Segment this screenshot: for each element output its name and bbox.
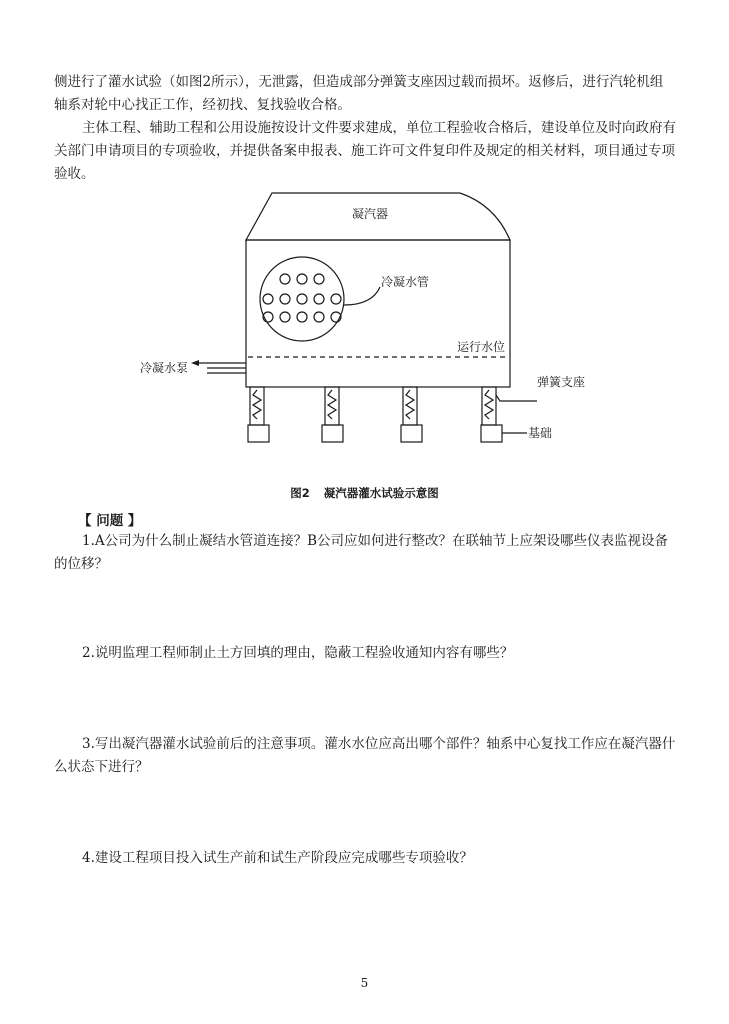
- figure-number: 图2: [290, 486, 310, 500]
- paragraph-2: 主体工程、辅助工程和公用设施按设计文件要求建成，单位工程验收合格后，建设单位及时向政府有关部门申请项目的专项验收，并提供备案申报表、施工许可文件复印件及规定的相关材料，项目通过专项验收。: [54, 120, 676, 182]
- pipes-leader: [344, 287, 380, 305]
- spring-support-3: [401, 387, 422, 442]
- label-spring-support: 弹簧支座: [537, 375, 586, 389]
- pump-arrow: [191, 360, 199, 366]
- label-condenser: 凝汽器: [352, 207, 389, 221]
- pipe-circles: [263, 274, 341, 322]
- paragraph-1: 侧进行了灌水试验（如图2所示），无泄露，但造成部分弹簧支座因过载而损坏。返修后，进行汽轮机组轴系对轮中心找正工作，经初找、复找验收合格。: [54, 74, 664, 113]
- condenser-diagram: [0, 190, 729, 480]
- condenser-body: [246, 240, 510, 387]
- page-number: 5: [360, 976, 369, 990]
- section-title: 【 问题 】: [78, 513, 142, 529]
- label-pump: 冷凝水泵: [140, 361, 189, 375]
- figure-title: 凝汽器灌水试验示意图: [323, 486, 439, 500]
- figure-caption: [0, 485, 729, 501]
- spring-support-1: [248, 387, 269, 442]
- label-water-level: 运行水位: [457, 340, 506, 354]
- question-3: 3.写出凝汽器灌水试验前后的注意事项。灌水水位应高出哪个部件？轴系中心复找工作应在凝汽器什么状态下进行？: [54, 736, 676, 775]
- question-1: 1.A公司为什么制止凝结水管道连接？B公司应如何进行整改？在联轴节上应架设哪些仪表监视设备的位移？: [54, 533, 669, 572]
- spring-leader: [496, 395, 537, 401]
- label-cooling-pipes: 冷凝水管: [381, 275, 430, 289]
- question-2: 2.说明监理工程师制止土方回填的理由，隐蔽工程验收通知内容有哪些？: [82, 645, 514, 661]
- spring-support-2: [322, 387, 343, 442]
- question-4: 4.建设工程项目投入试生产前和试生产阶段应完成哪些专项验收？: [82, 850, 473, 866]
- spring-support-4: [481, 387, 502, 442]
- label-foundation: 基础: [528, 426, 553, 440]
